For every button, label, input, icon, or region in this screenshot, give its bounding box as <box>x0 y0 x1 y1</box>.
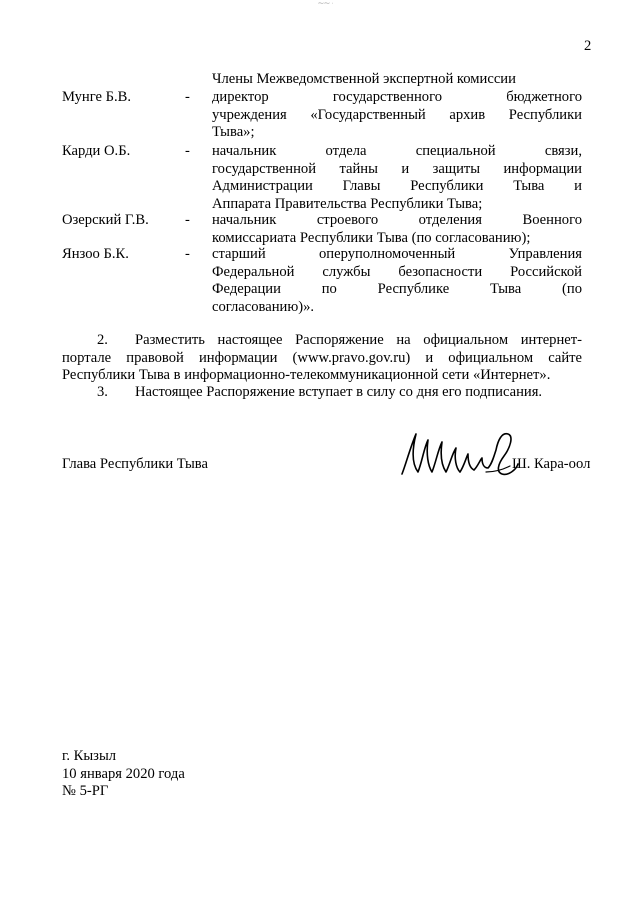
paragraph-number: 2. <box>97 332 108 348</box>
member-role <box>212 143 582 213</box>
member-role-line: Администрации Главы Республики Тыва и <box>212 178 582 194</box>
signatory-name: Ш. Кара-оол <box>512 456 591 472</box>
member-role-line: начальник отдела специальной связи, <box>212 143 582 159</box>
paragraph-2 <box>62 332 582 385</box>
member-dash: - <box>185 246 190 262</box>
document-footer <box>62 748 185 801</box>
member-role-line: Федерации по Республике Тыва (по <box>212 281 582 297</box>
scan-mark: ⁓⁓ · <box>318 1 334 7</box>
paragraph-3 <box>62 384 582 402</box>
member-name: Карди О.Б. <box>62 143 131 159</box>
page-number: 2 <box>584 38 592 54</box>
signatory-title: Глава Республики Тыва <box>62 456 208 472</box>
paragraph-number: 3. <box>97 384 108 400</box>
member-role-line: Тыва»; <box>212 124 255 140</box>
member-role-line: Аппарата Правительства Республики Тыва; <box>212 195 483 212</box>
handwritten-signature <box>398 428 520 480</box>
footer-city: г. Кызыл <box>62 748 117 764</box>
commission-heading: Члены Межведомственной экспертной комиссии <box>212 71 516 87</box>
member-role-line: комиссариата Республики Тыва (по согласованию); <box>212 229 531 246</box>
paragraph-line <box>62 384 582 402</box>
footer-date: 10 января 2020 года <box>62 765 185 782</box>
member-role-line: старший оперуполномоченный Управления <box>212 246 582 262</box>
member-role <box>212 246 582 316</box>
member-name: Мунге Б.В. <box>62 89 132 105</box>
member-name: Озерский Г.В. <box>62 212 149 228</box>
paragraph-line: Республики Тыва в информационно-телекоммуникационной сети «Интернет». <box>62 367 551 383</box>
paragraph-line <box>62 332 582 350</box>
member-role <box>212 89 582 142</box>
member-role-line: согласованию)». <box>212 298 315 315</box>
member-role-line: начальник строевого отделения Военного <box>212 212 582 228</box>
member-role-line: директор государственного бюджетного <box>212 89 582 105</box>
member-role-line: государственной тайны и защиты информации <box>212 160 582 177</box>
paragraph-text: Настоящее Распоряжение вступает в силу со дня его подписания. <box>135 384 543 400</box>
paragraph-line: портале правовой информации (www.pravo.gov.ru) и официальном сайте <box>62 349 582 366</box>
member-dash: - <box>185 212 190 228</box>
member-name: Янзоо Б.К. <box>62 246 129 262</box>
footer-number: № 5-РГ <box>62 783 109 799</box>
member-role-line: Федеральной службы безопасности Российской <box>212 263 582 280</box>
paragraph-text: Разместить настоящее Распоряжение на официальном интернет- <box>135 332 582 348</box>
member-dash: - <box>185 143 190 159</box>
member-dash: - <box>185 89 190 105</box>
member-role <box>212 212 582 247</box>
member-role-line: учреждения «Государственный архив Республики <box>212 106 582 123</box>
